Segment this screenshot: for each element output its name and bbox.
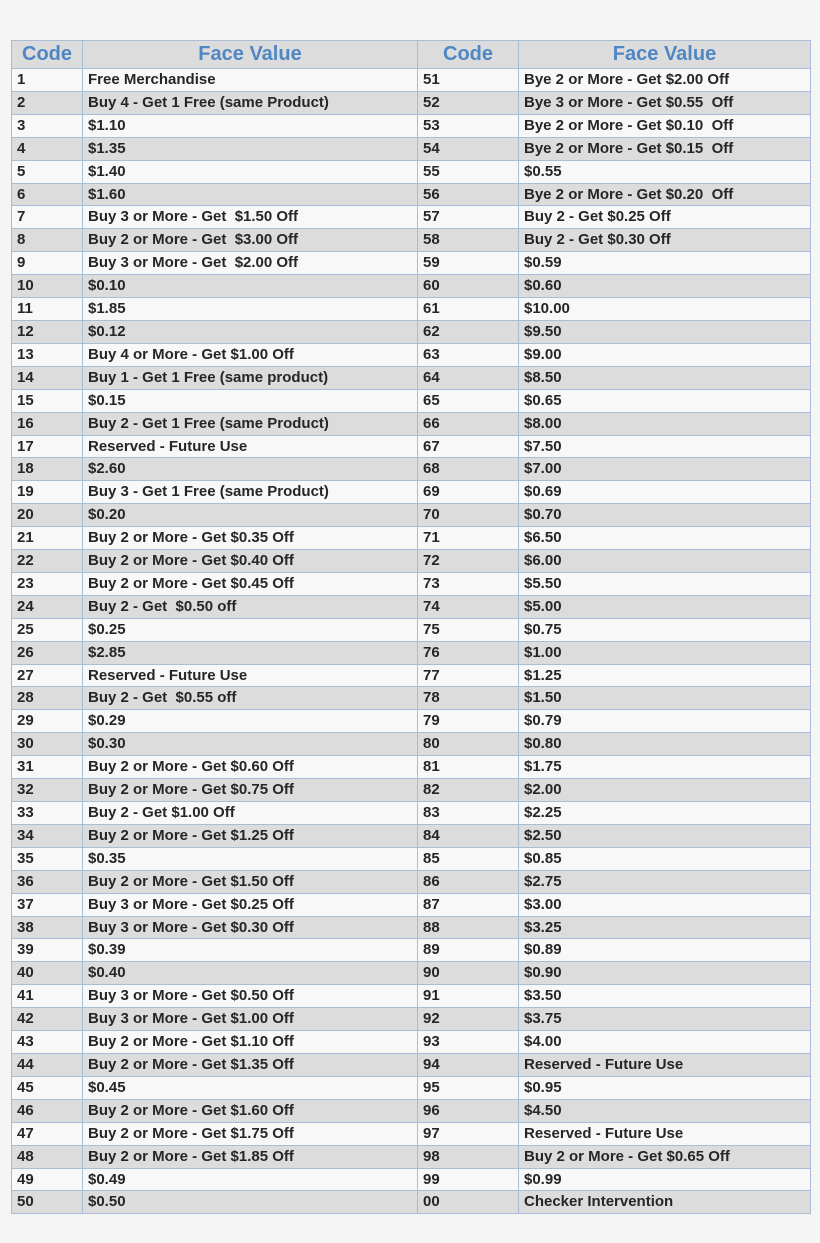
code-cell-right: 85 — [418, 847, 519, 870]
face-value-cell-left: Buy 2 or More - Get $0.35 Off — [83, 527, 418, 550]
face-value-cell-right: $2.25 — [519, 802, 811, 825]
code-cell-right: 93 — [418, 1031, 519, 1054]
table-row — [12, 939, 811, 962]
code-cell-right: 78 — [418, 687, 519, 710]
code-cell-right: 72 — [418, 550, 519, 573]
table-row — [12, 252, 811, 275]
face-value-cell-right: $0.89 — [519, 939, 811, 962]
face-value-cell-left: Buy 3 or More - Get $0.30 Off — [83, 916, 418, 939]
face-value-cell-right: $9.50 — [519, 320, 811, 343]
face-value-cell-right: Buy 2 - Get $0.25 Off — [519, 206, 811, 229]
code-cell-left: 23 — [12, 572, 83, 595]
code-cell-right: 84 — [418, 824, 519, 847]
face-value-cell-right: $9.00 — [519, 343, 811, 366]
table-row — [12, 664, 811, 687]
face-value-cell-right: $0.95 — [519, 1076, 811, 1099]
header-face-value-left: Face Value — [83, 41, 418, 69]
code-cell-right: 83 — [418, 802, 519, 825]
code-cell-right: 76 — [418, 641, 519, 664]
code-cell-left: 27 — [12, 664, 83, 687]
table-row — [12, 275, 811, 298]
table-row — [12, 618, 811, 641]
code-cell-left: 33 — [12, 802, 83, 825]
face-value-cell-left: Buy 2 or More - Get $1.10 Off — [83, 1031, 418, 1054]
table-row — [12, 435, 811, 458]
code-cell-left: 9 — [12, 252, 83, 275]
face-value-cell-right: $2.00 — [519, 779, 811, 802]
face-value-cell-right: $0.55 — [519, 160, 811, 183]
code-cell-left: 1 — [12, 69, 83, 92]
table-row — [12, 756, 811, 779]
table-row — [12, 641, 811, 664]
table-row — [12, 733, 811, 756]
code-cell-right: 51 — [418, 69, 519, 92]
face-value-cell-left: $0.12 — [83, 320, 418, 343]
table-row — [12, 595, 811, 618]
table-row — [12, 802, 811, 825]
face-value-cell-right: $8.50 — [519, 366, 811, 389]
code-cell-right: 69 — [418, 481, 519, 504]
face-value-cell-right: $7.00 — [519, 458, 811, 481]
code-cell-right: 99 — [418, 1168, 519, 1191]
face-value-cell-left: Buy 2 or More - Get $0.45 Off — [83, 572, 418, 595]
face-value-cell-left: $2.85 — [83, 641, 418, 664]
code-cell-left: 3 — [12, 114, 83, 137]
face-value-cell-right: $0.79 — [519, 710, 811, 733]
code-cell-right: 53 — [418, 114, 519, 137]
face-value-cell-right: Reserved - Future Use — [519, 1122, 811, 1145]
code-cell-left: 30 — [12, 733, 83, 756]
face-value-cell-right: $0.90 — [519, 962, 811, 985]
face-value-cell-right: $0.65 — [519, 389, 811, 412]
face-value-cell-right: $0.59 — [519, 252, 811, 275]
table-row — [12, 366, 811, 389]
code-cell-left: 48 — [12, 1145, 83, 1168]
face-value-cell-right: $1.25 — [519, 664, 811, 687]
code-cell-left: 41 — [12, 985, 83, 1008]
face-value-cell-right: $8.00 — [519, 412, 811, 435]
table-row — [12, 481, 811, 504]
code-cell-left: 12 — [12, 320, 83, 343]
face-value-cell-right: $0.80 — [519, 733, 811, 756]
table-row — [12, 1053, 811, 1076]
face-value-cell-right: $4.50 — [519, 1099, 811, 1122]
face-value-cell-left: Buy 1 - Get 1 Free (same product) — [83, 366, 418, 389]
code-cell-right: 91 — [418, 985, 519, 1008]
code-cell-right: 55 — [418, 160, 519, 183]
face-value-cell-left: Buy 2 or More - Get $1.50 Off — [83, 870, 418, 893]
face-value-cell-left: $0.29 — [83, 710, 418, 733]
code-cell-left: 18 — [12, 458, 83, 481]
table-row — [12, 69, 811, 92]
table-row — [12, 1008, 811, 1031]
code-cell-left: 2 — [12, 91, 83, 114]
table-row — [12, 893, 811, 916]
code-cell-left: 5 — [12, 160, 83, 183]
header-code-right: Code — [418, 41, 519, 69]
code-cell-left: 24 — [12, 595, 83, 618]
table-row — [12, 824, 811, 847]
face-value-cell-right: $0.75 — [519, 618, 811, 641]
face-value-cell-left: Buy 2 - Get $0.55 off — [83, 687, 418, 710]
face-value-cell-left: $1.85 — [83, 298, 418, 321]
face-value-cell-right: $1.75 — [519, 756, 811, 779]
code-cell-right: 54 — [418, 137, 519, 160]
face-value-cell-left: Reserved - Future Use — [83, 664, 418, 687]
face-value-cell-right: Bye 2 or More - Get $0.15 Off — [519, 137, 811, 160]
table-row — [12, 1191, 811, 1214]
code-cell-right: 92 — [418, 1008, 519, 1031]
face-value-cell-right: Reserved - Future Use — [519, 1053, 811, 1076]
face-value-cell-right: Bye 2 or More - Get $2.00 Off — [519, 69, 811, 92]
code-cell-right: 59 — [418, 252, 519, 275]
table-row — [12, 550, 811, 573]
code-cell-left: 49 — [12, 1168, 83, 1191]
face-value-cell-right: Checker Intervention — [519, 1191, 811, 1214]
code-cell-left: 6 — [12, 183, 83, 206]
code-cell-left: 28 — [12, 687, 83, 710]
face-value-cell-right: $6.00 — [519, 550, 811, 573]
code-cell-right: 88 — [418, 916, 519, 939]
face-value-cell-right: $3.00 — [519, 893, 811, 916]
face-value-cell-left: $0.25 — [83, 618, 418, 641]
table-row — [12, 1076, 811, 1099]
table-row — [12, 229, 811, 252]
face-value-cell-left: Buy 2 or More - Get $0.75 Off — [83, 779, 418, 802]
code-cell-left: 39 — [12, 939, 83, 962]
code-cell-left: 19 — [12, 481, 83, 504]
table-row — [12, 572, 811, 595]
face-value-cell-left: Buy 2 or More - Get $1.35 Off — [83, 1053, 418, 1076]
face-value-cell-left: $1.10 — [83, 114, 418, 137]
code-cell-right: 61 — [418, 298, 519, 321]
code-cell-right: 80 — [418, 733, 519, 756]
face-value-cell-left: Buy 2 - Get $1.00 Off — [83, 802, 418, 825]
code-cell-left: 31 — [12, 756, 83, 779]
code-cell-right: 65 — [418, 389, 519, 412]
face-value-cell-left: Buy 2 or More - Get $0.40 Off — [83, 550, 418, 573]
face-value-cell-right: $3.50 — [519, 985, 811, 1008]
face-value-cell-right: $0.70 — [519, 504, 811, 527]
code-cell-right: 98 — [418, 1145, 519, 1168]
code-cell-right: 97 — [418, 1122, 519, 1145]
code-cell-left: 15 — [12, 389, 83, 412]
code-cell-left: 25 — [12, 618, 83, 641]
code-cell-left: 4 — [12, 137, 83, 160]
code-cell-left: 21 — [12, 527, 83, 550]
code-cell-left: 14 — [12, 366, 83, 389]
table-row — [12, 870, 811, 893]
code-cell-right: 64 — [418, 366, 519, 389]
face-value-cell-right: $3.75 — [519, 1008, 811, 1031]
table-row — [12, 91, 811, 114]
table-row — [12, 1122, 811, 1145]
code-cell-right: 73 — [418, 572, 519, 595]
code-cell-right: 75 — [418, 618, 519, 641]
table-row — [12, 504, 811, 527]
header-code-left: Code — [12, 41, 83, 69]
code-cell-left: 38 — [12, 916, 83, 939]
face-value-cell-right: $1.50 — [519, 687, 811, 710]
code-cell-left: 46 — [12, 1099, 83, 1122]
code-cell-right: 68 — [418, 458, 519, 481]
face-value-cell-right: $0.85 — [519, 847, 811, 870]
face-value-cell-right: $6.50 — [519, 527, 811, 550]
code-cell-right: 77 — [418, 664, 519, 687]
face-value-cell-left: Buy 2 or More - Get $0.60 Off — [83, 756, 418, 779]
code-cell-left: 10 — [12, 275, 83, 298]
table-row — [12, 343, 811, 366]
code-cell-left: 17 — [12, 435, 83, 458]
code-cell-right: 66 — [418, 412, 519, 435]
face-value-cell-left: Buy 4 - Get 1 Free (same Product) — [83, 91, 418, 114]
code-cell-right: 95 — [418, 1076, 519, 1099]
code-cell-left: 34 — [12, 824, 83, 847]
code-cell-right: 81 — [418, 756, 519, 779]
table-row — [12, 1099, 811, 1122]
code-cell-right: 87 — [418, 893, 519, 916]
code-cell-right: 74 — [418, 595, 519, 618]
table-row — [12, 710, 811, 733]
face-value-cell-right: Buy 2 - Get $0.30 Off — [519, 229, 811, 252]
face-value-cell-left: $0.39 — [83, 939, 418, 962]
face-value-cell-left: $0.49 — [83, 1168, 418, 1191]
face-value-cell-right: $0.60 — [519, 275, 811, 298]
face-value-cell-right: $1.00 — [519, 641, 811, 664]
code-cell-right: 71 — [418, 527, 519, 550]
face-value-cell-right: $4.00 — [519, 1031, 811, 1054]
table-row — [12, 183, 811, 206]
table-row — [12, 206, 811, 229]
face-value-cell-right: $2.50 — [519, 824, 811, 847]
table-header-row — [12, 41, 811, 69]
face-value-cell-left: Buy 3 or More - Get $1.50 Off — [83, 206, 418, 229]
code-cell-right: 52 — [418, 91, 519, 114]
face-value-cell-right: Bye 3 or More - Get $0.55 Off — [519, 91, 811, 114]
table-row — [12, 389, 811, 412]
face-value-cell-left: $0.50 — [83, 1191, 418, 1214]
coupon-code-table — [11, 40, 811, 1214]
code-cell-right: 58 — [418, 229, 519, 252]
table-row — [12, 779, 811, 802]
face-value-cell-left: Buy 2 or More - Get $3.00 Off — [83, 229, 418, 252]
face-value-cell-right: Bye 2 or More - Get $0.20 Off — [519, 183, 811, 206]
face-value-cell-left: $2.60 — [83, 458, 418, 481]
face-value-cell-left: Buy 2 or More - Get $1.85 Off — [83, 1145, 418, 1168]
face-value-cell-left: Buy 2 - Get 1 Free (same Product) — [83, 412, 418, 435]
face-value-cell-left: Reserved - Future Use — [83, 435, 418, 458]
table-row — [12, 962, 811, 985]
table-row — [12, 985, 811, 1008]
table-row — [12, 687, 811, 710]
face-value-cell-left: Buy 3 or More - Get $2.00 Off — [83, 252, 418, 275]
face-value-cell-right: $2.75 — [519, 870, 811, 893]
face-value-cell-right: $7.50 — [519, 435, 811, 458]
code-cell-left: 50 — [12, 1191, 83, 1214]
code-cell-right: 57 — [418, 206, 519, 229]
code-cell-left: 35 — [12, 847, 83, 870]
face-value-cell-left: $0.10 — [83, 275, 418, 298]
face-value-cell-left: $1.60 — [83, 183, 418, 206]
header-face-value-right: Face Value — [519, 41, 811, 69]
face-value-cell-left: Buy 3 or More - Get $1.00 Off — [83, 1008, 418, 1031]
code-cell-right: 63 — [418, 343, 519, 366]
code-cell-left: 8 — [12, 229, 83, 252]
face-value-cell-left: Buy 2 or More - Get $1.75 Off — [83, 1122, 418, 1145]
face-value-cell-left: $1.35 — [83, 137, 418, 160]
face-value-cell-right: $5.00 — [519, 595, 811, 618]
face-value-cell-right: $0.99 — [519, 1168, 811, 1191]
face-value-cell-left: $0.15 — [83, 389, 418, 412]
code-cell-right: 67 — [418, 435, 519, 458]
table-row — [12, 1031, 811, 1054]
table-row — [12, 320, 811, 343]
code-cell-right: 62 — [418, 320, 519, 343]
code-cell-right: 00 — [418, 1191, 519, 1214]
code-cell-right: 79 — [418, 710, 519, 733]
code-cell-right: 70 — [418, 504, 519, 527]
table-row — [12, 847, 811, 870]
code-cell-left: 43 — [12, 1031, 83, 1054]
code-cell-left: 37 — [12, 893, 83, 916]
code-cell-left: 32 — [12, 779, 83, 802]
face-value-cell-left: Buy 2 or More - Get $1.25 Off — [83, 824, 418, 847]
table-row — [12, 458, 811, 481]
table-row — [12, 137, 811, 160]
code-cell-left: 44 — [12, 1053, 83, 1076]
face-value-cell-right: $5.50 — [519, 572, 811, 595]
code-cell-right: 82 — [418, 779, 519, 802]
face-value-cell-left: Buy 3 or More - Get $0.25 Off — [83, 893, 418, 916]
face-value-cell-left: $0.20 — [83, 504, 418, 527]
face-value-cell-left: Buy 2 or More - Get $1.60 Off — [83, 1099, 418, 1122]
table-row — [12, 1168, 811, 1191]
face-value-cell-left: $1.40 — [83, 160, 418, 183]
face-value-cell-right: Buy 2 or More - Get $0.65 Off — [519, 1145, 811, 1168]
code-cell-left: 42 — [12, 1008, 83, 1031]
code-cell-right: 56 — [418, 183, 519, 206]
table-row — [12, 160, 811, 183]
code-cell-right: 86 — [418, 870, 519, 893]
code-cell-right: 94 — [418, 1053, 519, 1076]
face-value-cell-left: Buy 3 or More - Get $0.50 Off — [83, 985, 418, 1008]
code-cell-right: 90 — [418, 962, 519, 985]
face-value-cell-left: Buy 2 - Get $0.50 off — [83, 595, 418, 618]
table-row — [12, 1145, 811, 1168]
table-row — [12, 114, 811, 137]
code-cell-left: 40 — [12, 962, 83, 985]
code-cell-left: 11 — [12, 298, 83, 321]
code-cell-left: 16 — [12, 412, 83, 435]
code-cell-left: 29 — [12, 710, 83, 733]
code-cell-right: 89 — [418, 939, 519, 962]
code-cell-left: 13 — [12, 343, 83, 366]
table-row — [12, 527, 811, 550]
code-cell-right: 60 — [418, 275, 519, 298]
face-value-cell-left: $0.30 — [83, 733, 418, 756]
face-value-cell-left: Free Merchandise — [83, 69, 418, 92]
face-value-cell-left: $0.45 — [83, 1076, 418, 1099]
code-cell-left: 20 — [12, 504, 83, 527]
code-cell-left: 22 — [12, 550, 83, 573]
face-value-cell-right: $3.25 — [519, 916, 811, 939]
face-value-cell-left: $0.40 — [83, 962, 418, 985]
table-row — [12, 916, 811, 939]
table-body — [12, 69, 811, 1214]
code-cell-left: 26 — [12, 641, 83, 664]
code-cell-left: 36 — [12, 870, 83, 893]
code-cell-left: 45 — [12, 1076, 83, 1099]
face-value-cell-right: $0.69 — [519, 481, 811, 504]
code-cell-left: 47 — [12, 1122, 83, 1145]
face-value-cell-left: Buy 4 or More - Get $1.00 Off — [83, 343, 418, 366]
code-cell-right: 96 — [418, 1099, 519, 1122]
code-cell-left: 7 — [12, 206, 83, 229]
face-value-cell-left: $0.35 — [83, 847, 418, 870]
face-value-cell-left: Buy 3 - Get 1 Free (same Product) — [83, 481, 418, 504]
face-value-cell-right: Bye 2 or More - Get $0.10 Off — [519, 114, 811, 137]
face-value-cell-right: $10.00 — [519, 298, 811, 321]
table-row — [12, 298, 811, 321]
table-row — [12, 412, 811, 435]
